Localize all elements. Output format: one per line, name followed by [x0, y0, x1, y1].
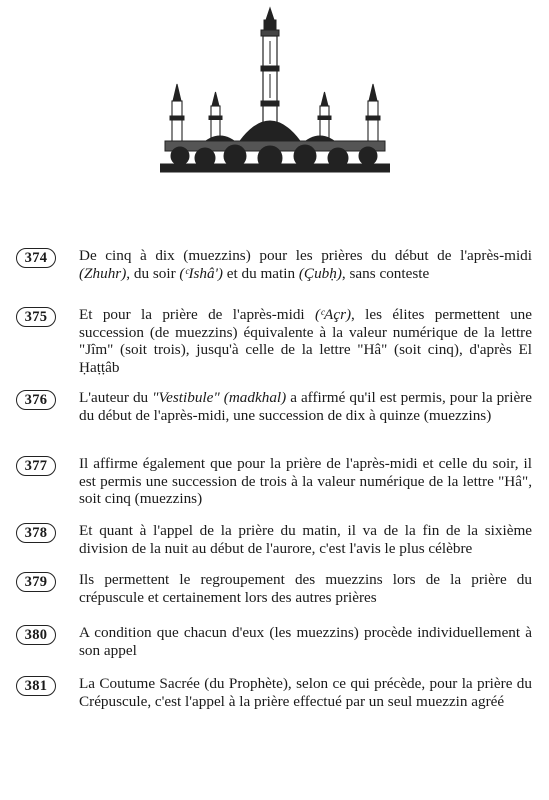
verse-number: 376	[16, 390, 56, 410]
verse-number: 375	[16, 307, 56, 327]
verse-text: Et quant à l'appel de la prière du matin, il va de la fin de la sixième division de la nuit au début de l'aurore, c'est l'avis le plus célèbre	[79, 522, 532, 557]
verse-text: Et pour la prière de l'après-midi (ᶜAçr), les élites permettent une succession (de muezzins) équivalente à la valeur numérique de la lettre "Jîm" (soit trois), jusqu'à celle de la lettre "Hâ" (soit cinq), d'après El Ḥaṭṭâb	[79, 306, 532, 376]
verse-text: De cinq à dix (muezzins) pour les prières du début de l'après-midi (Zhuhr), du soir (ᶜIshâ') et du matin (Çubḥ), sans conteste	[79, 247, 532, 282]
verse-374	[16, 247, 532, 282]
verse-380	[16, 624, 532, 659]
verse-376	[16, 389, 532, 424]
verse-text: La Coutume Sacrée (du Prophète), selon ce qui précède, pour la prière du Crépuscule, c'est l'appel à la prière effectué par un seul muezzin agréé	[79, 675, 532, 710]
verse-number: 377	[16, 456, 56, 476]
verse-375	[16, 306, 532, 376]
verse-number: 380	[16, 625, 56, 645]
verse-text: A condition que chacun d'eux (les muezzins) procède individuellement à son appel	[79, 624, 532, 659]
verse-text: Ils permettent le regroupement des muezzins lors de la prière du crépuscule et certainement lors des autres prières	[79, 571, 532, 606]
verse-381	[16, 675, 532, 710]
verse-number: 381	[16, 676, 56, 696]
verse-378	[16, 522, 532, 557]
verse-number: 374	[16, 248, 56, 268]
verse-number: 378	[16, 523, 56, 543]
verse-number: 379	[16, 572, 56, 592]
verse-379	[16, 571, 532, 606]
verse-text: L'auteur du "Vestibule" (madkhal) a affirmé qu'il est permis, pour la prière du début de l'après-midi, une succession de dix à quinze (muezzins)	[79, 389, 532, 424]
verse-377	[16, 455, 532, 508]
verse-text: Il affirme également que pour la prière de l'après-midi et celle du soir, il est permis une succession de trois à la valeur numérique de la lettre "Hâ", soit cinq (muezzins)	[79, 455, 532, 508]
